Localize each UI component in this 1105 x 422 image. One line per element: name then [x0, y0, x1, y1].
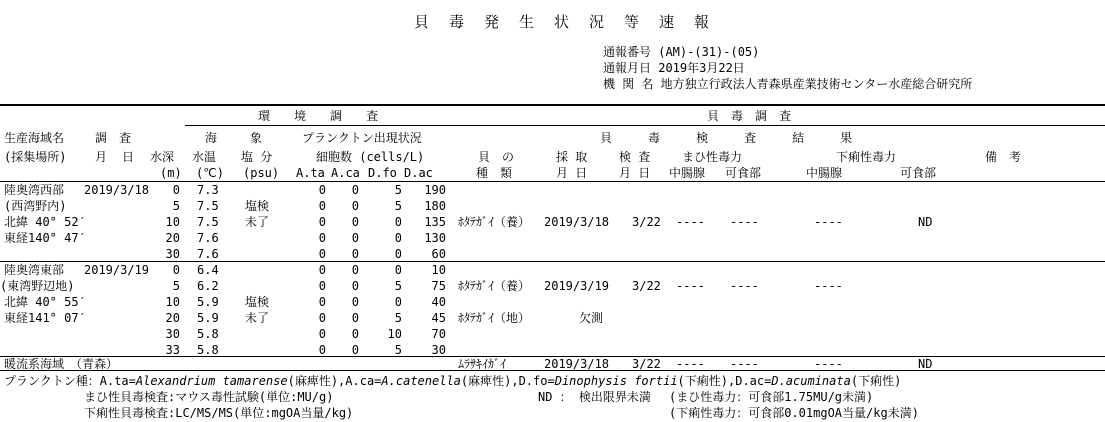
aca-cell: 0: [351, 343, 359, 357]
dfo-cell: 10: [387, 327, 402, 341]
para-edible-value: ----: [730, 357, 759, 371]
site-name: 陸奥湾西部: [4, 183, 65, 197]
dfo-cell: 0: [394, 295, 402, 309]
dac-cell: 180: [424, 199, 446, 213]
aca-cell: 0: [351, 183, 359, 197]
temp-cell: 7.5: [197, 199, 219, 213]
collect-date: 2019/3/19: [544, 279, 610, 293]
ata-cell: 0: [318, 231, 326, 245]
dac-cell: 130: [424, 231, 446, 245]
col-diar-edible: 可食部: [900, 166, 937, 180]
col-survey: 調 査: [95, 131, 132, 145]
para-limit-note: (まひ性毒力：可食部1.75MU/g未満): [669, 390, 874, 404]
dfo-cell: 5: [394, 343, 402, 357]
collect-date: 2019/3/18: [544, 357, 610, 371]
sal-cell: 塩検: [245, 295, 270, 309]
depth-cell: 20: [165, 231, 180, 245]
dac-cell: 40: [431, 295, 446, 309]
dac-cell: 60: [431, 247, 446, 261]
col-day: 日: [122, 150, 135, 164]
depth-cell: 0: [172, 263, 180, 277]
ata-cell: 0: [318, 247, 326, 261]
col-depth: 水深: [150, 150, 175, 164]
header-rule: [185, 125, 1105, 126]
ata-cell: 0: [318, 295, 326, 309]
col-sea-area: 生産海域名: [4, 131, 65, 145]
report-number: 通報番号 (AM)-(31)-(05): [603, 45, 760, 59]
col-plankton: プランクトン出現状況: [302, 131, 422, 145]
title-char: 報: [694, 13, 710, 31]
col-diar-midgut: 中腸腺: [806, 166, 843, 180]
col-dfo: D.fo: [368, 166, 397, 180]
site-name: 陸奥湾東部: [4, 263, 65, 277]
col-collect-place: (採集場所): [4, 150, 67, 164]
site-divider-rule: [0, 261, 1105, 262]
aca-cell: 0: [351, 215, 359, 229]
temp-cell: 5.9: [197, 311, 219, 325]
para-edible-value: ----: [730, 215, 759, 229]
temp-cell: 7.6: [197, 231, 219, 245]
depth-cell: 20: [165, 311, 180, 325]
aca-cell: 0: [351, 263, 359, 277]
ata-cell: 0: [318, 311, 326, 325]
agency-name: 機 関 名 地方独立行政法人青森県産業技術センター水産総合研究所: [603, 77, 973, 91]
col-kind: 種 類: [476, 166, 513, 180]
col-para-edible: 可食部: [725, 166, 762, 180]
env-header: 環 境 調 査: [258, 109, 379, 123]
dfo-cell: 5: [394, 183, 402, 197]
shell-kind: ﾎﾀﾃｶﾞｲ（地）: [458, 311, 531, 325]
col-ata: A.ta: [296, 166, 325, 180]
aca-cell: 0: [351, 247, 359, 261]
diar-edible-value: ND: [918, 215, 933, 229]
dfo-cell: 0: [394, 263, 402, 277]
inspect-date: 3/22: [632, 279, 661, 293]
col-dac: D.ac: [404, 166, 433, 180]
dfo-cell: 0: [394, 215, 402, 229]
unit-celsius: (℃): [196, 166, 224, 180]
dac-cell: 30: [431, 343, 446, 357]
sal-cell: 未了: [245, 311, 270, 325]
col-collect-md: 月 日: [556, 166, 588, 180]
site-place: (東湾野辺地): [0, 279, 75, 293]
temp-cell: 6.4: [197, 263, 219, 277]
sal-cell: 未了: [245, 215, 270, 229]
temp-cell: 7.6: [197, 247, 219, 261]
diar-limit-note: (下痢性毒力：可食部0.01mgOA当量/kg未満): [669, 406, 919, 420]
col-inspect: 検 査: [619, 150, 651, 164]
diar-test-note: 下痢性貝毒検査:LC/MS/MS(単位:mgOA当量/kg): [84, 406, 354, 420]
dac-cell: 10: [431, 263, 446, 277]
depth-cell: 5: [172, 199, 180, 213]
aca-cell: 0: [351, 295, 359, 309]
title-char: 発: [484, 13, 500, 31]
diar-midgut-value: ----: [814, 215, 843, 229]
col-salinity: 塩 分: [241, 150, 273, 164]
temp-cell: 5.8: [197, 327, 219, 341]
dac-cell: 45: [431, 311, 446, 325]
title-char: 貝: [414, 13, 430, 31]
depth-cell: 0: [172, 183, 180, 197]
para-midgut-value: ----: [676, 357, 705, 371]
col-sea: 海: [205, 131, 218, 145]
site-name: 暖流系海域 （青森）: [4, 357, 119, 371]
dac-cell: 190: [424, 183, 446, 197]
title-char: 速: [659, 13, 675, 31]
ata-cell: 0: [318, 343, 326, 357]
depth-cell: 10: [165, 295, 180, 309]
aca-cell: 0: [351, 231, 359, 245]
missing-note: 欠測: [579, 311, 604, 325]
diar-midgut-value: ----: [814, 279, 843, 293]
depth-cell: 10: [165, 215, 180, 229]
title-char: 状: [554, 13, 570, 31]
site-lon: 東経140° 47′: [4, 231, 86, 245]
col-para-tox: まひ性毒力: [682, 150, 743, 164]
col-collect: 採 取: [556, 150, 588, 164]
col-para-midgut: 中腸腺: [669, 166, 706, 180]
para-test-note: まひ性貝毒検査:マウス毒性試験(単位:MU/g): [84, 390, 334, 404]
diar-midgut-value: ----: [814, 357, 843, 371]
dfo-cell: 5: [394, 311, 402, 325]
col-inspect-md: 月 日: [619, 166, 651, 180]
temp-cell: 7.3: [197, 183, 219, 197]
dfo-cell: 0: [394, 247, 402, 261]
site-place: (西湾野内): [4, 199, 67, 213]
unit-psu: (psu): [243, 166, 280, 180]
col-elephant: 象: [250, 131, 263, 145]
dfo-cell: 0: [394, 231, 402, 245]
para-midgut-value: ----: [676, 215, 705, 229]
title-char: 況: [589, 13, 605, 31]
plankton-legend: プランクトン種：A.ta=Alexandrium tamarense(麻痺性),A.ca=A.catenella(麻痺性),D.fo=Dinophysis fortii(下痢性),D.ac=D.acuminata(下痢性): [4, 374, 902, 388]
shell-header: 貝 毒 調 査: [707, 109, 792, 123]
col-temp: 水温: [192, 150, 217, 164]
title-char: 毒: [449, 13, 465, 31]
inspect-date: 3/22: [632, 357, 661, 371]
ata-cell: 0: [318, 215, 326, 229]
ata-cell: 0: [318, 199, 326, 213]
ata-cell: 0: [318, 263, 326, 277]
survey-date: 2019/3/18: [84, 183, 150, 197]
col-diar-tox: 下痢性毒力: [836, 150, 897, 164]
dfo-cell: 5: [394, 279, 402, 293]
temp-cell: 6.2: [197, 279, 219, 293]
dfo-cell: 5: [394, 199, 402, 213]
ata-cell: 0: [318, 327, 326, 341]
title-char: 生: [519, 13, 535, 31]
site-lon: 東経141° 07′: [4, 311, 86, 325]
col-aca: A.ca: [331, 166, 360, 180]
title-char: 等: [624, 13, 640, 31]
top-rule: [0, 104, 1105, 106]
shell-kind: ﾎﾀﾃｶﾞｲ（養）: [458, 279, 531, 293]
unit-m: (m): [160, 166, 182, 180]
dac-cell: 70: [431, 327, 446, 341]
para-edible-value: ----: [730, 279, 759, 293]
report-date: 通報月日 2019年3月22日: [603, 61, 745, 75]
ata-cell: 0: [318, 183, 326, 197]
aca-cell: 0: [351, 311, 359, 325]
collect-date: 2019/3/18: [544, 215, 610, 229]
depth-cell: 30: [165, 247, 180, 261]
temp-cell: 5.8: [197, 343, 219, 357]
dac-cell: 75: [431, 279, 446, 293]
site-lat: 北緯 40° 52′: [4, 215, 86, 229]
dac-cell: 135: [424, 215, 446, 229]
col-cell-count: 細胞数 (cells/L): [316, 150, 425, 164]
aca-cell: 0: [351, 327, 359, 341]
aca-cell: 0: [351, 199, 359, 213]
col-shellfish: 貝 の: [478, 150, 515, 164]
temp-cell: 5.9: [197, 295, 219, 309]
temp-cell: 7.5: [197, 215, 219, 229]
col-month: 月: [95, 150, 108, 164]
shell-kind: ﾎﾀﾃｶﾞｲ（養）: [458, 215, 531, 229]
aca-cell: 0: [351, 279, 359, 293]
col-remarks: 備 考: [985, 150, 1022, 164]
depth-cell: 33: [165, 343, 180, 357]
sal-cell: 塩検: [245, 199, 270, 213]
col-shell-test: 貝 毒 検 査 結 果: [600, 131, 853, 145]
site-lat: 北緯 40° 55′: [4, 295, 86, 309]
diar-edible-value: ND: [918, 357, 933, 371]
shell-kind: ﾑﾗｻｷｲｶﾞｲ: [458, 357, 507, 371]
depth-cell: 5: [172, 279, 180, 293]
para-midgut-value: ----: [676, 279, 705, 293]
ata-cell: 0: [318, 279, 326, 293]
inspect-date: 3/22: [632, 215, 661, 229]
depth-cell: 30: [165, 327, 180, 341]
survey-date: 2019/3/19: [84, 263, 150, 277]
header-bottom-rule: [0, 181, 1105, 182]
nd-note: ND ： 検出限界未満: [538, 390, 651, 404]
